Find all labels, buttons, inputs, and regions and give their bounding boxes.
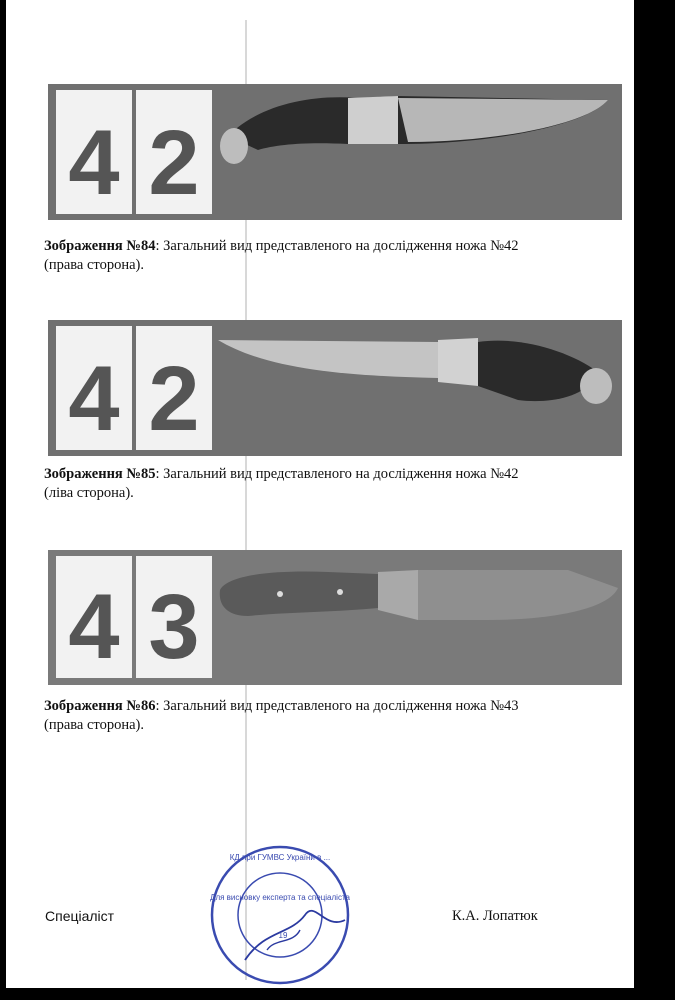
stamp-inner-text: Для висновку експерта та спеціаліста [210, 893, 350, 902]
caption-text: : Загальний вид представленого на дослідження ножа №42 [155, 238, 519, 254]
photo-knife-42-right [48, 84, 622, 220]
tag-digit: 4 [68, 112, 120, 214]
caption-text: : Загальний вид представленого на дослідження ножа №42 [155, 466, 519, 482]
caption-text-line2: (права сторона). [44, 257, 144, 273]
scan-border [634, 0, 675, 1000]
caption-label: Зображення №84 [44, 238, 156, 254]
tag-digit: 2 [148, 348, 200, 450]
caption-label: Зображення №86 [44, 698, 156, 714]
caption-text-line2: (ліва сторона). [44, 485, 134, 501]
stamp-number: 19 [278, 931, 288, 940]
caption-text: : Загальний вид представленого на дослідження ножа №43 [155, 698, 519, 714]
specialist-label: Спеціаліст [45, 908, 115, 924]
official-stamp [205, 840, 355, 990]
stamp-ring-text: КД при ГУМВС України в ... [229, 853, 331, 862]
caption-84 [44, 237, 604, 275]
caption-85 [44, 465, 604, 503]
specialist-name: К.А. Лопатюк [452, 908, 538, 924]
tag-digit: 4 [68, 576, 120, 678]
tag-digit: 3 [148, 576, 200, 678]
photo-knife-42-left [48, 320, 622, 456]
caption-label: Зображення №85 [44, 466, 156, 482]
photo-knife-43-right [48, 550, 622, 685]
caption-text-line2: (права сторона). [44, 717, 144, 733]
caption-86 [44, 697, 604, 735]
tag-digit: 2 [148, 112, 200, 214]
tag-digit: 4 [68, 348, 120, 450]
